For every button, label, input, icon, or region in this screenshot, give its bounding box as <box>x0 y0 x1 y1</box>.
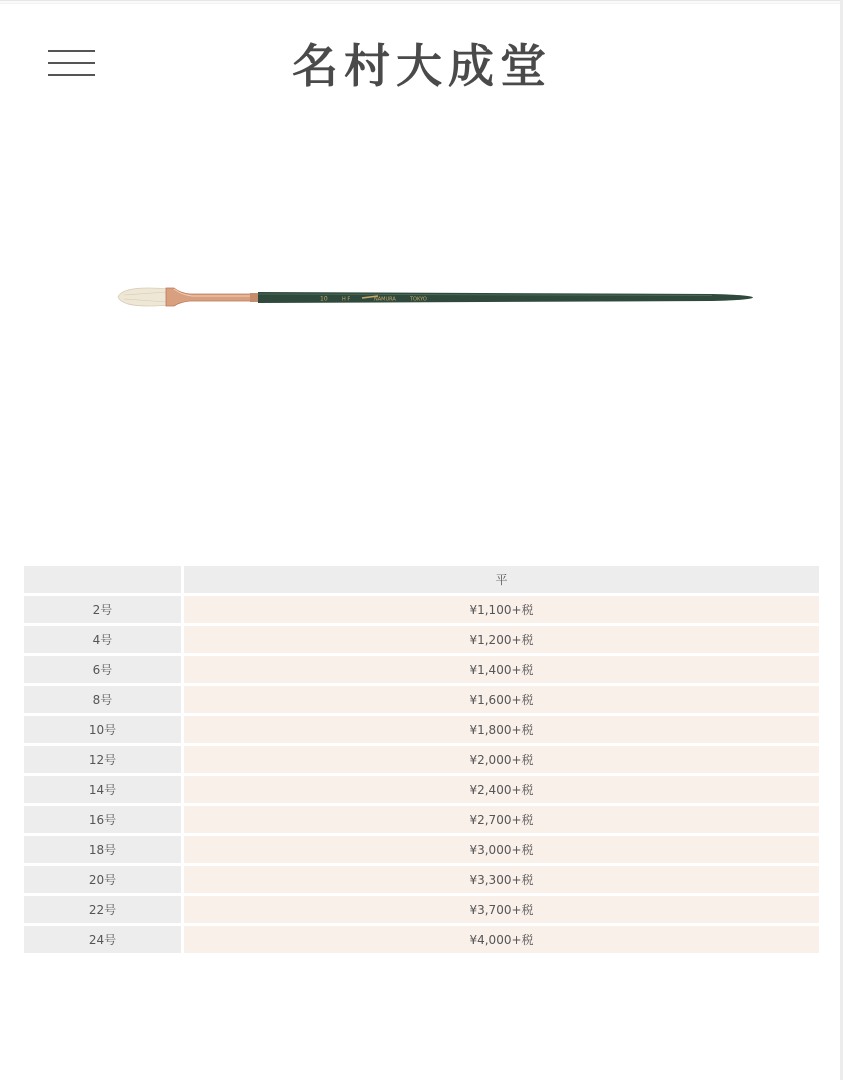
size-cell: 8号 <box>24 686 181 713</box>
size-cell: 24号 <box>24 926 181 953</box>
size-cell: 20号 <box>24 866 181 893</box>
table-row <box>24 686 819 713</box>
price-cell: ¥1,800+税 <box>184 716 819 743</box>
price-cell: ¥2,700+税 <box>184 806 819 833</box>
table-row <box>24 926 819 953</box>
size-cell: 6号 <box>24 656 181 683</box>
size-cell: 2号 <box>24 596 181 623</box>
svg-text:10: 10 <box>320 295 328 303</box>
table-row <box>24 626 819 653</box>
site-header <box>0 4 843 114</box>
table-row <box>24 716 819 743</box>
price-cell: ¥4,000+税 <box>184 926 819 953</box>
size-cell: 22号 <box>24 896 181 923</box>
price-cell: ¥1,200+税 <box>184 626 819 653</box>
svg-text:TOKYO: TOKYO <box>410 296 427 303</box>
price-cell: ¥3,300+税 <box>184 866 819 893</box>
table-row <box>24 746 819 773</box>
price-cell: ¥2,400+税 <box>184 776 819 803</box>
menu-line <box>48 50 95 52</box>
hamburger-menu-icon[interactable] <box>48 50 95 80</box>
table-row <box>24 596 819 623</box>
table-row <box>24 806 819 833</box>
menu-line <box>48 62 95 64</box>
price-cell: ¥1,600+税 <box>184 686 819 713</box>
table-row <box>24 896 819 923</box>
svg-text:NAMURA: NAMURA <box>374 296 396 303</box>
size-column-header <box>24 566 181 593</box>
table-row <box>24 776 819 803</box>
site-logo[interactable]: 名村大成堂 <box>292 39 552 93</box>
size-cell: 4号 <box>24 626 181 653</box>
price-cell: ¥1,400+税 <box>184 656 819 683</box>
size-cell: 18号 <box>24 836 181 863</box>
price-cell: ¥2,000+税 <box>184 746 819 773</box>
table-header-row <box>24 566 819 593</box>
table-row <box>24 836 819 863</box>
table-row <box>24 866 819 893</box>
size-cell: 12号 <box>24 746 181 773</box>
table-row <box>24 656 819 683</box>
price-cell: ¥3,700+税 <box>184 896 819 923</box>
size-cell: 16号 <box>24 806 181 833</box>
paintbrush-image <box>112 275 757 320</box>
price-table <box>21 563 822 956</box>
menu-line <box>48 74 95 76</box>
price-cell: ¥1,100+税 <box>184 596 819 623</box>
size-cell: 10号 <box>24 716 181 743</box>
size-cell: 14号 <box>24 776 181 803</box>
svg-text:H F: H F <box>342 296 351 303</box>
type-column-header: 平 <box>184 566 819 593</box>
price-cell: ¥3,000+税 <box>184 836 819 863</box>
